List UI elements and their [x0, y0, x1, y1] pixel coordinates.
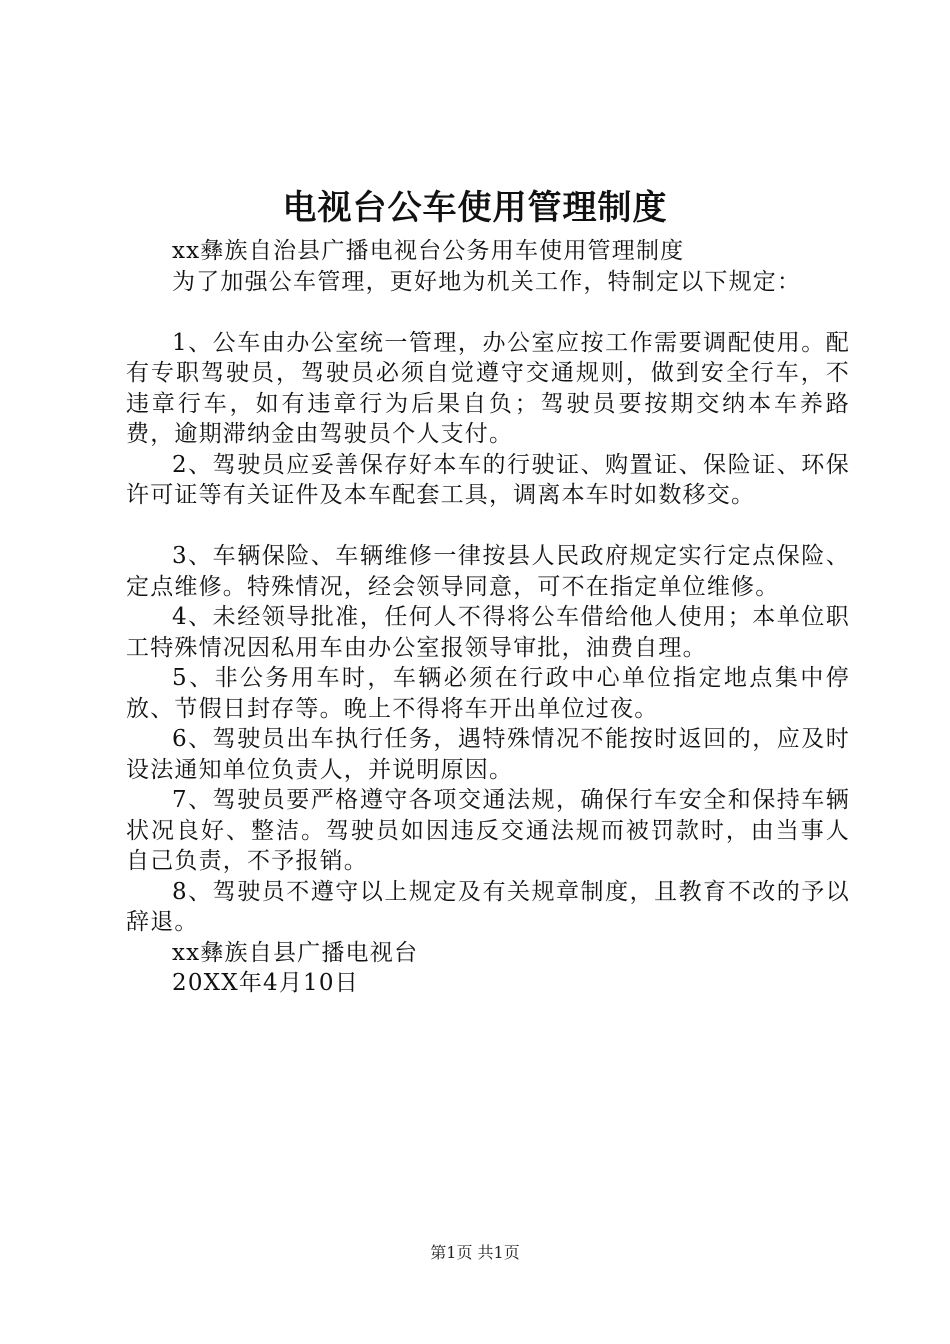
page-footer: 第1页 共1页	[430, 1243, 520, 1262]
intro-paragraph: 为了加强公车管理，更好地为机关工作，特制定以下规定：	[172, 268, 802, 295]
document-title: 电视台公车使用管理制度	[282, 188, 668, 228]
signature-line: xx彝族自县广播电视台	[172, 939, 419, 966]
rule-5: 5、非公务用车时，车辆必须在行政中心单位指定地点集中停放、节假日封存等。晚上不得将车开出单位过夜。	[126, 665, 850, 722]
date-line: 20XX年4月10日	[172, 970, 359, 996]
rule-3: 3、车辆保险、车辆维修一律按县人民政府规定实行定点保险、定点维修。特殊情况，经会领导同意，可不在指定单位维修。	[126, 543, 850, 600]
document-subtitle: xx彝族自治县广播电视台公务用车使用管理制度	[172, 238, 685, 264]
rule-8: 8、驾驶员不遵守以上规定及有关规章制度，且教育不改的予以辞退。	[126, 878, 850, 935]
rule-1: 1、公车由办公室统一管理，办公室应按工作需要调配使用。配有专职驾驶员，驾驶员必须自觉遵守交通规则，做到安全行车，不违章行车，如有违章行为后果自负；驾驶员要按期交纳本车养路费，逾期滞纳金由驾驶员个人支付。	[126, 329, 850, 447]
document-body	[126, 236, 850, 999]
rule-6: 6、驾驶员出车执行任务，遇特殊情况不能按时返回的，应及时设法通知单位负责人，并说明原因。	[126, 726, 850, 783]
rule-7: 7、驾驶员要严格遵守各项交通法规，确保行车安全和保持车辆状况良好、整洁。驾驶员如因违反交通法规而被罚款时，由当事人自己负责，不予报销。	[126, 787, 850, 874]
rule-4: 4、未经领导批准，任何人不得将公车借给他人使用；本单位职工特殊情况因私用车由办公室报领导审批，油费自理。	[126, 604, 850, 661]
rule-2: 2、驾驶员应妥善保存好本车的行驶证、购置证、保险证、环保许可证等有关证件及本车配套工具，调离本车时如数移交。	[126, 451, 850, 508]
